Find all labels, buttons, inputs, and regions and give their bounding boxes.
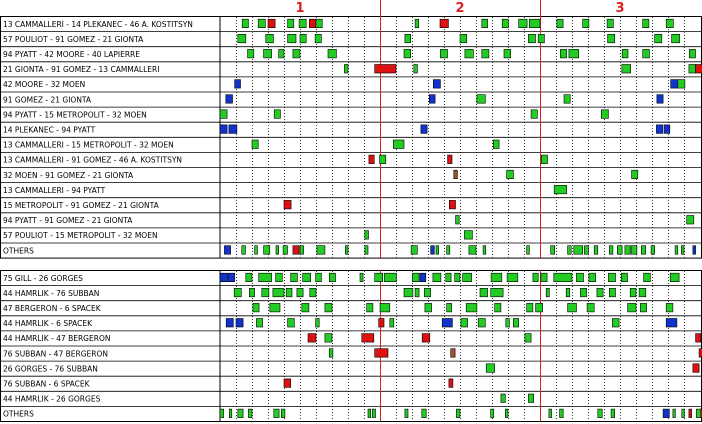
shift-mark: [274, 409, 279, 418]
shift-mark: [309, 19, 316, 28]
row-labels: [3, 20, 193, 419]
shift-mark: [380, 155, 386, 164]
shift-mark: [276, 273, 283, 282]
shift-mark: [288, 19, 294, 28]
shift-mark: [220, 110, 227, 119]
row-label: 14 PLEKANEC - 94 PYATT: [3, 125, 96, 135]
shift-mark: [505, 409, 508, 418]
shift-mark: [630, 288, 636, 297]
shift-mark: [238, 409, 243, 418]
shift-mark: [529, 19, 540, 28]
shift-mark: [299, 19, 306, 28]
shift-mark: [375, 349, 388, 358]
shift-mark: [421, 125, 427, 133]
shift-mark: [300, 34, 306, 43]
shift-mark: [451, 349, 455, 358]
shift-mark: [242, 246, 246, 255]
shift-mark: [360, 273, 363, 282]
shift-mark: [266, 34, 274, 43]
shift-mark: [283, 246, 287, 255]
shift-mark: [689, 409, 692, 418]
shift-mark: [425, 303, 432, 312]
shift-mark: [238, 34, 246, 43]
shift-mark: [564, 95, 570, 104]
shift-mark: [641, 246, 645, 255]
shift-mark: [316, 319, 320, 328]
period-label-3: 3: [615, 1, 625, 16]
shift-mark: [554, 185, 566, 194]
shift-mark: [328, 49, 336, 58]
row-label: 47 BERGERON - 6 SPACEK: [3, 304, 101, 313]
shift-mark: [248, 49, 254, 58]
shift-mark: [308, 334, 316, 343]
shift-mark: [447, 246, 450, 255]
shift-mark: [657, 95, 663, 104]
shift-mark: [220, 273, 228, 282]
shift-mark: [482, 19, 488, 28]
shift-mark: [455, 273, 460, 282]
shift-mark: [597, 288, 603, 297]
row-label: 21 GIONTA - 91 GOMEZ - 13 CAMMALLERI: [3, 65, 160, 75]
shift-mark: [491, 273, 502, 282]
shift-mark: [560, 49, 566, 58]
shift-mark: [293, 246, 299, 255]
shift-mark: [527, 246, 530, 255]
shift-mark: [375, 273, 383, 282]
shift-mark: [317, 246, 325, 255]
shift-mark: [666, 19, 673, 28]
shift-mark: [554, 273, 572, 282]
shift-mark: [587, 303, 594, 312]
shift-mark: [367, 303, 373, 312]
shift-mark: [302, 303, 309, 312]
shift-mark: [495, 303, 501, 312]
shift-mark: [415, 288, 419, 297]
shift-mark: [405, 409, 408, 418]
shift-mark: [693, 246, 696, 255]
row-label: 44 HAMRLIK - 76 SUBBAN: [3, 288, 100, 298]
shift-mark: [220, 409, 224, 418]
shift-mark: [362, 334, 374, 343]
shift-mark: [507, 273, 518, 282]
shift-mark: [220, 125, 227, 133]
shift-mark: [598, 409, 602, 418]
shift-mark: [527, 303, 533, 312]
row-label: 76 SUBBAN - 6 SPACEK: [3, 379, 90, 389]
shift-mark: [589, 273, 596, 282]
shift-mark: [671, 80, 678, 89]
shift-mark: [643, 49, 650, 58]
row-label: OTHERS: [3, 409, 34, 419]
shift-mark: [446, 273, 451, 282]
shift-mark: [672, 34, 680, 43]
shift-mark: [325, 334, 332, 343]
shift-mark: [242, 19, 248, 28]
shift-mark: [693, 364, 699, 373]
shift-mark: [608, 273, 615, 282]
shift-mark: [393, 140, 404, 149]
shift-mark: [372, 409, 375, 418]
shift-mark: [236, 319, 243, 328]
shift-mark: [560, 409, 564, 418]
row-label: 44 HAMRLIK - 6 SPACEK: [3, 319, 93, 329]
shift-mark: [256, 319, 262, 328]
shift-mark: [316, 19, 322, 28]
shift-mark: [502, 19, 508, 28]
shift-mark: [531, 110, 537, 119]
shift-mark: [651, 246, 655, 255]
shift-mark: [625, 246, 630, 255]
shift-mark: [329, 273, 335, 282]
shift-mark: [380, 303, 390, 312]
shift-mark: [621, 273, 627, 282]
shift-mark: [617, 246, 622, 255]
shift-mark: [594, 246, 598, 255]
row-label: 44 HAMRLIK - 26 GORGES: [3, 394, 101, 404]
shift-mark: [528, 394, 533, 403]
shift-mark: [546, 288, 549, 297]
shift-mark: [513, 319, 518, 328]
shift-mark: [480, 288, 488, 297]
shift-mark: [538, 34, 544, 43]
shift-mark: [235, 80, 241, 89]
shift-mark: [557, 19, 563, 28]
row-label: 94 PYATT - 91 GOMEZ - 21 GIONTA: [3, 216, 133, 226]
shift-mark: [607, 19, 613, 28]
shift-mark: [609, 246, 613, 255]
shift-mark: [293, 49, 300, 58]
row-label: 44 HAMRLIK - 47 BERGERON: [3, 334, 111, 344]
shift-mark: [365, 246, 368, 255]
row-label: 13 CAMMALLERI - 14 PLEKANEC - 46 A. KOSTITSYN: [3, 19, 193, 29]
shift-mark: [628, 303, 636, 312]
shift-mark: [491, 288, 503, 297]
shift-mark: [422, 334, 430, 343]
shift-mark: [682, 409, 685, 418]
shift-mark: [493, 140, 499, 149]
shift-mark: [460, 34, 467, 43]
shift-mark: [433, 273, 441, 282]
shift-mark: [525, 334, 531, 343]
shift-mark: [478, 319, 485, 328]
shift-marks: [220, 19, 702, 417]
shift-mark: [663, 409, 669, 418]
shift-mark: [262, 288, 269, 297]
shift-mark: [440, 49, 447, 58]
shift-mark: [329, 349, 333, 358]
shift-mark: [584, 246, 588, 255]
shift-mark: [375, 65, 396, 74]
shift-mark: [316, 273, 322, 282]
shift-mark: [549, 409, 552, 418]
shift-mark: [390, 319, 394, 328]
shift-mark: [279, 49, 284, 58]
shift-mark: [274, 110, 280, 119]
shift-mark: [429, 95, 435, 104]
shift-mark: [482, 49, 489, 58]
shift-mark: [252, 140, 258, 149]
shift-mark: [678, 80, 685, 89]
shift-mark: [384, 273, 396, 282]
row-label: 94 PYATT - 42 MOORE - 40 LAPIERRE: [3, 50, 141, 59]
shift-mark: [449, 200, 455, 209]
shift-mark: [264, 246, 270, 255]
shift-mark: [276, 246, 279, 255]
shift-mark: [666, 319, 677, 328]
shift-mark: [291, 273, 298, 282]
shift-mark: [491, 409, 494, 418]
period-label-2: 2: [455, 1, 465, 16]
shift-mark: [325, 303, 332, 312]
shift-mark: [226, 319, 233, 328]
row-label: 76 SUBBAN - 47 BERGERON: [3, 349, 108, 359]
shift-mark: [300, 246, 304, 255]
shift-mark: [264, 49, 272, 58]
shift-mark: [687, 216, 694, 225]
shift-mark: [456, 216, 460, 225]
shift-mark: [442, 319, 452, 328]
shift-mark: [643, 19, 649, 28]
shift-mark: [664, 125, 670, 133]
shift-mark: [541, 273, 547, 282]
shift-mark: [477, 95, 485, 104]
shift-mark: [583, 19, 589, 28]
shift-mark: [666, 303, 673, 312]
shift-mark: [519, 19, 527, 28]
row-label: 13 CAMMALLERI - 94 PYATT: [3, 185, 106, 195]
shift-mark: [507, 170, 514, 179]
shift-mark: [632, 170, 638, 179]
shift-mark: [463, 273, 472, 282]
row-label: 57 POULIOT - 15 METROPOLIT - 32 MOEN: [3, 231, 158, 241]
period-label-1: 1: [295, 1, 305, 16]
shift-mark: [422, 409, 426, 418]
shift-mark: [286, 288, 292, 297]
shift-mark: [574, 246, 583, 255]
chart-grid: [237, 0, 685, 421]
shift-mark: [249, 288, 254, 297]
shift-mark: [246, 273, 252, 282]
shift-mark: [612, 319, 619, 328]
row-label: OTHERS: [3, 246, 34, 256]
shift-mark: [486, 364, 494, 373]
shift-mark: [655, 34, 662, 43]
row-label: 57 POULIOT - 91 GOMEZ - 21 GIONTA: [3, 34, 144, 44]
shift-mark: [284, 379, 291, 388]
shift-mark: [424, 288, 430, 297]
shift-mark: [379, 319, 384, 328]
shift-mark: [566, 288, 570, 297]
shift-mark: [483, 246, 486, 255]
shift-mark: [345, 246, 348, 255]
shift-mark: [284, 200, 291, 209]
shift-mark: [436, 246, 439, 255]
row-label: 42 MOORE - 32 MOEN: [3, 80, 86, 90]
shift-mark: [609, 288, 615, 297]
shift-mark: [405, 34, 411, 43]
shift-mark: [255, 246, 258, 255]
shift-mark: [644, 273, 651, 282]
row-label: 26 GORGES - 76 SUBBAN: [3, 364, 98, 374]
shift-mark: [228, 273, 234, 282]
shift-mark: [440, 19, 448, 28]
shift-mark: [464, 231, 472, 240]
shift-mark: [611, 409, 615, 418]
shift-mark: [449, 379, 453, 388]
shift-mark: [580, 288, 586, 297]
shift-mark: [681, 246, 684, 255]
row-label: 75 GILL - 26 GORGES: [3, 273, 83, 283]
shift-mark: [551, 246, 555, 255]
shift-mark: [673, 409, 676, 418]
shift-mark: [454, 170, 458, 179]
shift-mark: [696, 334, 701, 343]
shift-mark: [310, 288, 316, 297]
shift-mark: [431, 246, 435, 255]
shift-mark: [315, 34, 321, 43]
shift-mark: [448, 155, 452, 164]
shift-mark: [601, 110, 608, 119]
shift-mark: [268, 19, 275, 28]
row-label: 15 METROPOLIT - 91 GOMEZ - 21 GIONTA: [3, 201, 159, 210]
shift-mark: [288, 319, 295, 328]
shift-mark: [622, 65, 631, 74]
shift-mark: [248, 409, 252, 418]
shift-mark: [433, 80, 440, 89]
shift-mark: [506, 319, 510, 328]
shift-mark: [696, 409, 700, 418]
shift-mark: [411, 246, 417, 255]
shift-mark: [689, 65, 696, 74]
shift-mark: [229, 125, 237, 133]
shift-mark: [536, 303, 543, 312]
shift-mark: [281, 409, 285, 418]
shift-mark: [447, 303, 452, 312]
shift-mark: [528, 34, 535, 43]
shift-mark: [303, 273, 311, 282]
shift-mark: [224, 246, 230, 255]
shift-mark: [469, 246, 476, 255]
row-label: 13 CAMMALLERI - 91 GOMEZ - 46 A. KOSTITSYN: [3, 155, 183, 165]
shift-mark: [631, 246, 637, 255]
shift-mark: [226, 95, 233, 104]
shift-mark: [622, 49, 628, 58]
shift-mark: [270, 303, 280, 312]
shift-mark: [344, 65, 348, 74]
shift-mark: [404, 49, 411, 58]
shift-mark: [404, 288, 413, 297]
shift-mark: [368, 409, 371, 418]
row-label: 91 GOMEZ - 21 GIONTA: [3, 95, 92, 105]
shift-mark: [414, 65, 418, 74]
shift-mark: [466, 303, 477, 312]
row-label: 13 CAMMALLERI - 15 METROPOLIT - 32 MOEN: [3, 140, 174, 150]
shift-mark: [696, 65, 702, 74]
shift-mark: [689, 49, 695, 58]
shift-mark: [639, 288, 646, 297]
shift-mark: [640, 303, 646, 312]
shift-mark: [369, 155, 374, 164]
shift-mark: [258, 19, 265, 28]
shift-mark: [253, 303, 259, 312]
shift-mark: [541, 155, 547, 164]
row-label: 32 MOEN - 91 GOMEZ - 21 GIONTA: [3, 170, 134, 180]
shift-mark: [670, 273, 679, 282]
shift-mark: [533, 273, 538, 282]
row-label: 94 PYATT - 15 METROPOLIT - 32 MOEN: [3, 110, 147, 120]
shift-mark: [273, 288, 284, 297]
shift-mark: [568, 303, 577, 312]
shift-mark: [465, 49, 473, 58]
shift-mark: [297, 288, 303, 297]
shift-mark: [656, 125, 662, 133]
shift-mark: [288, 34, 296, 43]
shift-mark: [259, 273, 272, 282]
shift-mark: [504, 49, 511, 58]
shift-mark: [576, 273, 583, 282]
shift-mark: [569, 49, 579, 58]
shift-mark: [415, 19, 419, 28]
period-labels: [295, 1, 624, 16]
shift-mark: [461, 319, 468, 328]
shift-mark: [412, 273, 419, 282]
shift-mark: [501, 394, 505, 403]
shift-mark: [675, 246, 678, 255]
shift-mark: [568, 246, 572, 255]
shift-mark: [420, 273, 426, 282]
shift-mark: [365, 231, 369, 240]
shift-mark: [234, 288, 241, 297]
shift-mark: [608, 34, 615, 43]
shift-mark: [456, 409, 460, 418]
shift-mark: [229, 409, 232, 418]
